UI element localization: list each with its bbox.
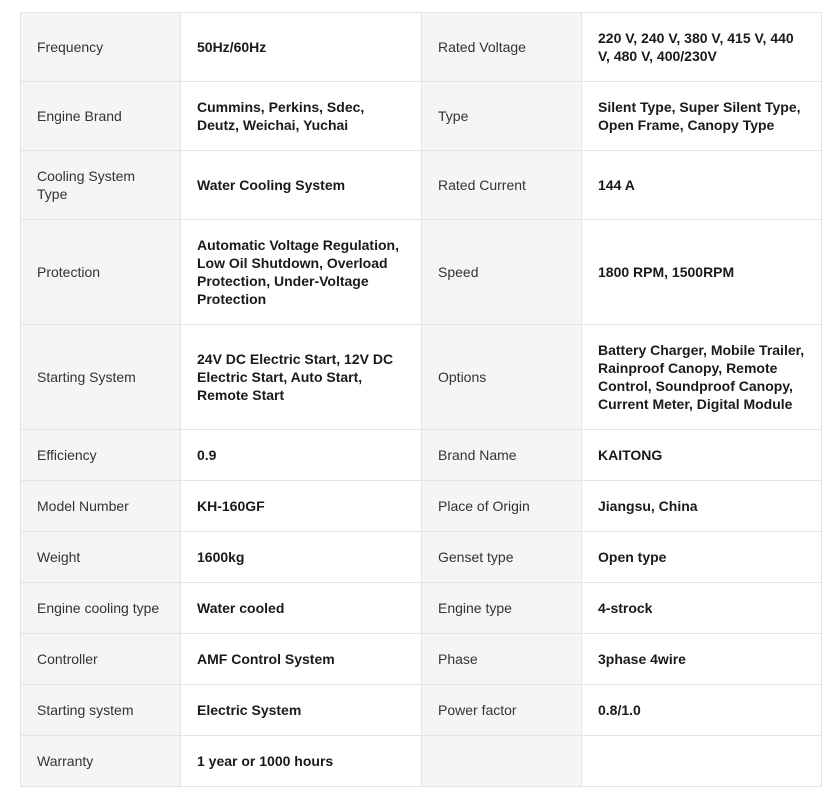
spec-value-empty <box>582 736 822 787</box>
spec-value: Electric System <box>181 685 422 736</box>
spec-label: Protection <box>21 220 181 325</box>
spec-label: Controller <box>21 634 181 685</box>
table-row <box>21 325 822 430</box>
spec-label: Frequency <box>21 13 181 82</box>
spec-label-empty <box>422 736 582 787</box>
spec-value: Water Cooling System <box>181 151 422 220</box>
spec-label: Efficiency <box>21 430 181 481</box>
spec-label: Speed <box>422 220 582 325</box>
table-row <box>21 430 822 481</box>
table-row <box>21 736 822 787</box>
spec-value: Automatic Voltage Regulation, Low Oil Shutdown, Overload Protection, Under-Voltage Protection <box>181 220 422 325</box>
table-row <box>21 634 822 685</box>
spec-value: Silent Type, Super Silent Type, Open Frame, Canopy Type <box>582 82 822 151</box>
spec-label: Place of Origin <box>422 481 582 532</box>
spec-label: Engine cooling type <box>21 583 181 634</box>
spec-label: Rated Voltage <box>422 13 582 82</box>
table-row <box>21 685 822 736</box>
spec-value: Open type <box>582 532 822 583</box>
spec-value: 0.8/1.0 <box>582 685 822 736</box>
spec-label: Engine type <box>422 583 582 634</box>
spec-value: Jiangsu, China <box>582 481 822 532</box>
spec-value: 50Hz/60Hz <box>181 13 422 82</box>
spec-label: Brand Name <box>422 430 582 481</box>
spec-value: Cummins, Perkins, Sdec, Deutz, Weichai, Yuchai <box>181 82 422 151</box>
spec-value: 4-strock <box>582 583 822 634</box>
spec-value: KAITONG <box>582 430 822 481</box>
spec-value: 1800 RPM, 1500RPM <box>582 220 822 325</box>
spec-label: Power factor <box>422 685 582 736</box>
spec-value: 3phase 4wire <box>582 634 822 685</box>
spec-label: Starting System <box>21 325 181 430</box>
spec-label: Options <box>422 325 582 430</box>
table-row <box>21 481 822 532</box>
spec-value: Battery Charger, Mobile Trailer, Rainproof Canopy, Remote Control, Soundproof Canopy, Current Meter, Digital Module <box>582 325 822 430</box>
spec-label: Type <box>422 82 582 151</box>
spec-label: Phase <box>422 634 582 685</box>
table-row <box>21 220 822 325</box>
spec-value: 144 A <box>582 151 822 220</box>
spec-value: 1600kg <box>181 532 422 583</box>
spec-value: 24V DC Electric Start, 12V DC Electric Start, Auto Start, Remote Start <box>181 325 422 430</box>
spec-label: Genset type <box>422 532 582 583</box>
spec-value: AMF Control System <box>181 634 422 685</box>
table-row <box>21 532 822 583</box>
spec-label: Starting system <box>21 685 181 736</box>
spec-label: Model Number <box>21 481 181 532</box>
table-row <box>21 82 822 151</box>
spec-label: Engine Brand <box>21 82 181 151</box>
spec-value: KH-160GF <box>181 481 422 532</box>
spec-value: 0.9 <box>181 430 422 481</box>
spec-value: 1 year or 1000 hours <box>181 736 422 787</box>
specifications-table <box>20 12 822 787</box>
table-row <box>21 583 822 634</box>
spec-label: Cooling System Type <box>21 151 181 220</box>
table-row <box>21 151 822 220</box>
spec-value: Water cooled <box>181 583 422 634</box>
spec-label: Weight <box>21 532 181 583</box>
spec-label: Rated Current <box>422 151 582 220</box>
table-row <box>21 13 822 82</box>
spec-label: Warranty <box>21 736 181 787</box>
spec-value: 220 V, 240 V, 380 V, 415 V, 440 V, 480 V, 400/230V <box>582 13 822 82</box>
